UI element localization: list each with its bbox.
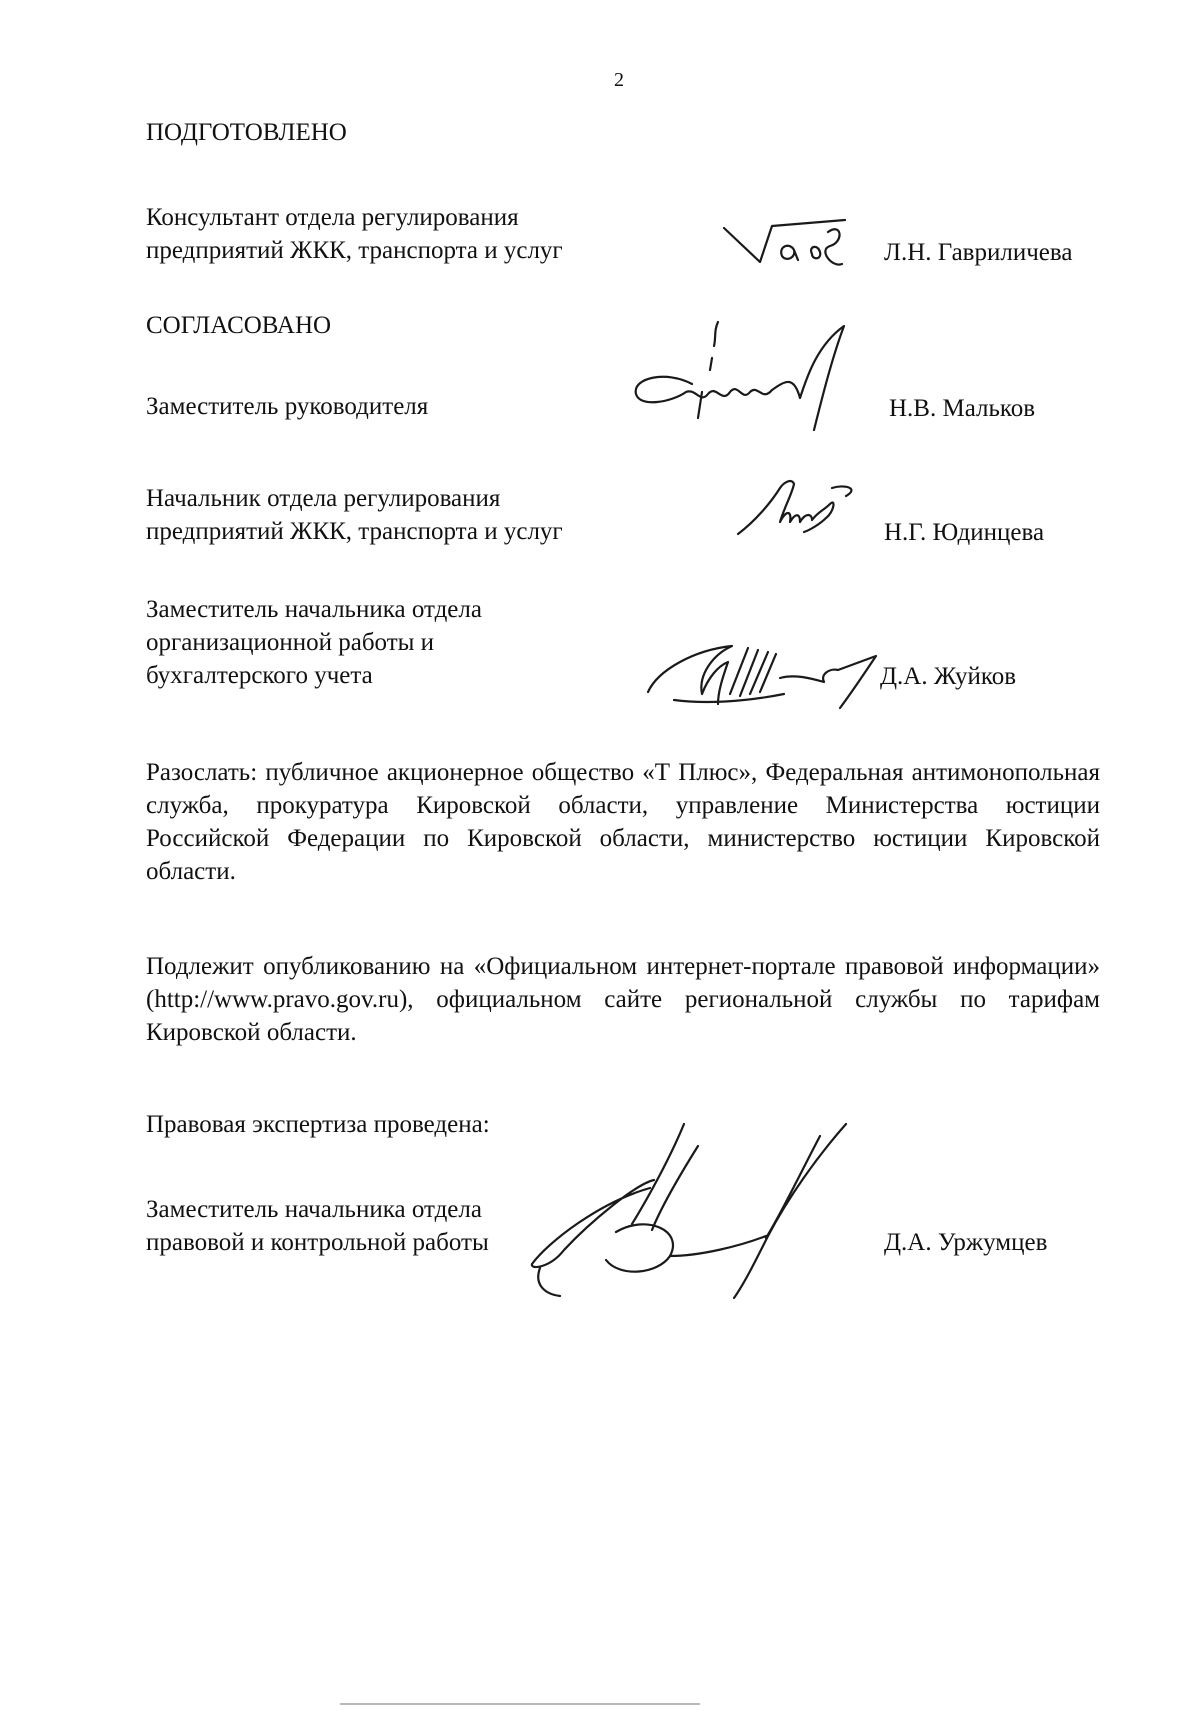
- legal-review-heading: Правовая экспертиза проведена:: [146, 1111, 490, 1138]
- agreed-heading: СОГЛАСОВАНО: [146, 312, 332, 339]
- agreed-signer-2-name: Н.Г. Юдинцева: [884, 519, 1045, 546]
- signature-yudintseva: [734, 474, 864, 544]
- agreed-signer-3-position-line-1: Заместитель начальника отдела: [146, 596, 482, 623]
- legal-review-position-line-1: Заместитель начальника отдела: [146, 1196, 482, 1223]
- prepared-position-line-1: Консультант отдела регулирования: [146, 204, 519, 231]
- signature-malkov: [626, 318, 856, 448]
- prepared-position-line-2: предприятий ЖКК, транспорта и услуг: [146, 237, 563, 264]
- signature-urzhumtsev: [520, 1118, 860, 1304]
- legal-review-position-line-2: правовой и контрольной работы: [146, 1229, 489, 1256]
- distribution-paragraph: Разослать: публичное акционерное общество «Т Плюс», Федеральная антимонопольная служба, прокуратура Кировской области, управление Министерства юстиции Российской Федерации по Кировской области, министерство юстиции Кировской области.: [146, 759, 1100, 885]
- agreed-signer-1-name: Н.В. Мальков: [889, 395, 1036, 422]
- signature-gavrilicheva: [720, 216, 850, 286]
- agreed-signer-3-position-line-2: организационной работы и: [146, 629, 435, 656]
- bottom-rule: [340, 1703, 700, 1705]
- prepared-signer-name: Л.Н. Гавриличева: [884, 239, 1073, 266]
- agreed-signer-1-position: Заместитель руководителя: [146, 393, 429, 420]
- prepared-heading: ПОДГОТОВЛЕНО: [146, 119, 347, 146]
- agreed-signer-3-name: Д.А. Жуйков: [880, 663, 1017, 690]
- agreed-signer-2-position-line-2: предприятий ЖКК, транспорта и услуг: [146, 518, 563, 545]
- publication-paragraph: Подлежит опубликованию на «Официальном интернет-портале правовой информации» (http://www.pravo.gov.ru), официальном сайте региональной службы по тарифам Кировской области.: [146, 953, 1100, 1046]
- legal-review-signer-name: Д.А. Уржумцев: [884, 1229, 1048, 1256]
- agreed-signer-3-position-line-3: бухгалтерского учета: [146, 662, 373, 689]
- page-number: 2: [614, 69, 624, 91]
- agreed-signer-2-position-line-1: Начальник отдела регулирования: [146, 485, 501, 512]
- signature-zhuikov: [644, 634, 884, 714]
